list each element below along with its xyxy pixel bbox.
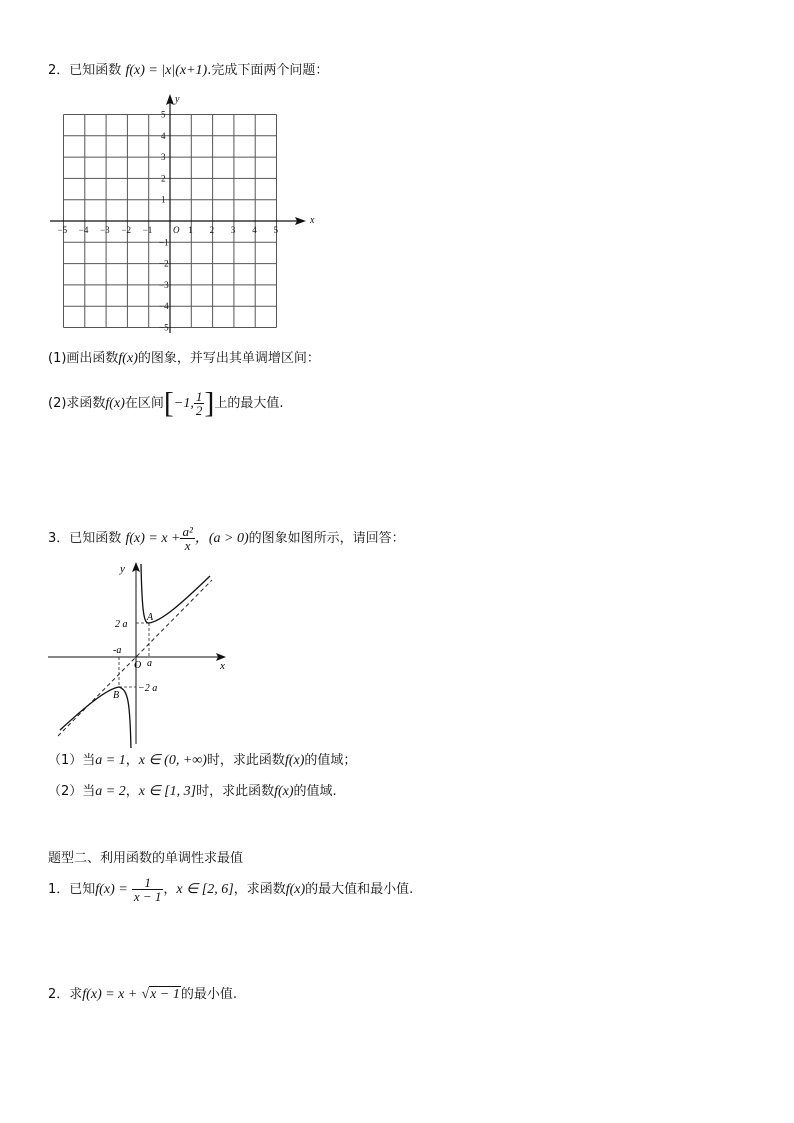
- point-B-label: B: [113, 690, 120, 701]
- q2-part1-a: (1)画出函数: [48, 351, 119, 366]
- q3-frac-den: x: [184, 538, 191, 553]
- y-tick-label: 2: [161, 173, 166, 184]
- label-neg2a: −2 a: [138, 683, 158, 694]
- y-tick-label: −4: [159, 301, 169, 312]
- x-tick-label: 1: [188, 225, 193, 235]
- q2-part2-fx: f(x): [105, 396, 125, 411]
- q2-suffix: .完成下面两个问题：: [207, 63, 329, 78]
- s2-prefix: 求: [69, 987, 83, 1002]
- q3-part1-b: ，: [125, 753, 139, 768]
- q2-part2-a: (2)求函数: [48, 396, 106, 411]
- s1-frac-den: x − 1: [133, 889, 162, 904]
- y-tick-label: −1: [159, 237, 169, 248]
- q2-part1-fx: f(x): [118, 351, 138, 366]
- q3-statement: [48, 522, 405, 556]
- graph-origin-label: O: [134, 660, 142, 671]
- y-tick-label: 4: [161, 130, 166, 141]
- asymptote-line: [58, 580, 212, 736]
- s1-suffix: 的最大值和最小值.: [305, 882, 414, 897]
- x-tick-label: −5: [57, 225, 68, 235]
- s2-number: 2．: [48, 987, 70, 1002]
- q3-part1-a: （1）当: [48, 753, 96, 768]
- y-tick-label: 3: [161, 152, 166, 163]
- y-tick-label: −2: [159, 258, 169, 269]
- q3-cond: ，(a > 0): [194, 531, 249, 546]
- s1-prefix: 已知: [69, 882, 96, 897]
- q3-part2: [48, 783, 337, 801]
- q2-coordinate-grid: [48, 92, 328, 338]
- x-tick-label: 3: [230, 225, 236, 235]
- s1-comma: ，: [163, 882, 177, 897]
- right-bracket: ]: [204, 386, 215, 420]
- x-tick-label: −3: [100, 225, 110, 235]
- graph-x-label: x: [220, 660, 225, 672]
- q2-part2: [48, 386, 283, 422]
- s1-number: 1．: [48, 882, 70, 897]
- q3-part1-fx: f(x): [284, 753, 305, 768]
- q3-part2-a: （2）当: [48, 784, 96, 799]
- q2-interval-frac: [194, 390, 205, 417]
- q2-interval-left: −1,: [173, 396, 194, 411]
- y-tick-label: 1: [161, 194, 166, 205]
- grid-origin-label: O: [173, 225, 180, 235]
- q2-part2-c: 上的最大值.: [214, 396, 284, 411]
- q3-part2-b: ，: [125, 784, 139, 799]
- s1-fraction: [132, 876, 164, 903]
- q3-part1: [48, 752, 356, 770]
- s1-frac-num: 1: [132, 876, 164, 890]
- s2-suffix: 的最小值.: [180, 987, 237, 1002]
- s2-function-a: f(x) = x +: [82, 987, 138, 1002]
- q3-part2-fx: f(x): [274, 784, 294, 799]
- q2-interval-den: 2: [195, 403, 203, 418]
- q3-part1-domain: x ∈ (0, +∞): [138, 753, 207, 768]
- q3-suffix: 的图象如图所示，请回答：: [248, 531, 405, 546]
- x-tick-label: −2: [121, 225, 131, 235]
- s2-sqrt-arg: x − 1: [150, 987, 180, 1002]
- s1-middle: ，求函数: [233, 882, 286, 897]
- q3-function-graph: [40, 558, 240, 748]
- q2-function: f(x) = |x|(x+1): [125, 63, 208, 78]
- q3-part1-d: 的值域；: [304, 753, 357, 768]
- s1-fx: f(x): [285, 882, 306, 897]
- x-tick-label: −4: [78, 225, 89, 235]
- grid-y-label: y: [175, 94, 180, 105]
- y-tick-label: 5: [161, 109, 166, 120]
- q3-frac-num: a²: [182, 524, 193, 539]
- x-tick-label: 2: [209, 225, 215, 235]
- graph-y-label: y: [120, 563, 125, 575]
- q2-number: 2．: [48, 63, 70, 78]
- s1-statement: [48, 872, 413, 908]
- q3-part2-c: 时，求此函数: [196, 784, 275, 799]
- y-tick-label: −3: [159, 279, 169, 290]
- q2-prefix: 已知函数: [69, 63, 122, 78]
- left-bracket: [: [163, 386, 174, 420]
- grid-x-label: x: [310, 215, 315, 226]
- s1-function-a: f(x) =: [95, 882, 128, 897]
- sqrt-symbol: √: [141, 987, 150, 1002]
- x-tick-label: −1: [142, 225, 153, 235]
- q3-part1-c: 时，求此函数: [206, 753, 285, 768]
- q2-part2-b: 在区间: [124, 396, 164, 411]
- q2-interval-num: 1: [195, 389, 203, 404]
- label-neg-a: -a: [113, 645, 122, 656]
- q3-part2-domain: x ∈ [1, 3]: [138, 784, 197, 799]
- s1-domain: x ∈ [2, 6]: [176, 882, 234, 897]
- q2-part1: [48, 350, 320, 368]
- q3-fraction: [180, 525, 194, 552]
- q3-prefix: 已知函数: [69, 531, 122, 546]
- q3-function-a: f(x) = x +: [125, 531, 181, 546]
- q3-part1-cond: a = 1: [95, 753, 126, 768]
- curve-left-branch: [60, 687, 131, 748]
- y-tick-label: −5: [159, 322, 169, 333]
- q3-number: 3．: [48, 531, 70, 546]
- q2-statement: [48, 62, 328, 80]
- label-2a: 2 a: [115, 619, 128, 630]
- section-title: 题型二、利用函数的单调性求最值: [48, 851, 244, 866]
- s2-statement: [48, 986, 237, 1004]
- q3-part2-cond: a = 2: [95, 784, 126, 799]
- q2-part1-b: 的图象，并写出其单调增区间：: [137, 351, 320, 366]
- q3-part2-d: 的值域.: [293, 784, 337, 799]
- x-tick-label: 4: [252, 225, 257, 235]
- x-tick-label: 5: [273, 225, 278, 235]
- label-a: a: [147, 658, 152, 669]
- point-A-label: A: [147, 612, 154, 623]
